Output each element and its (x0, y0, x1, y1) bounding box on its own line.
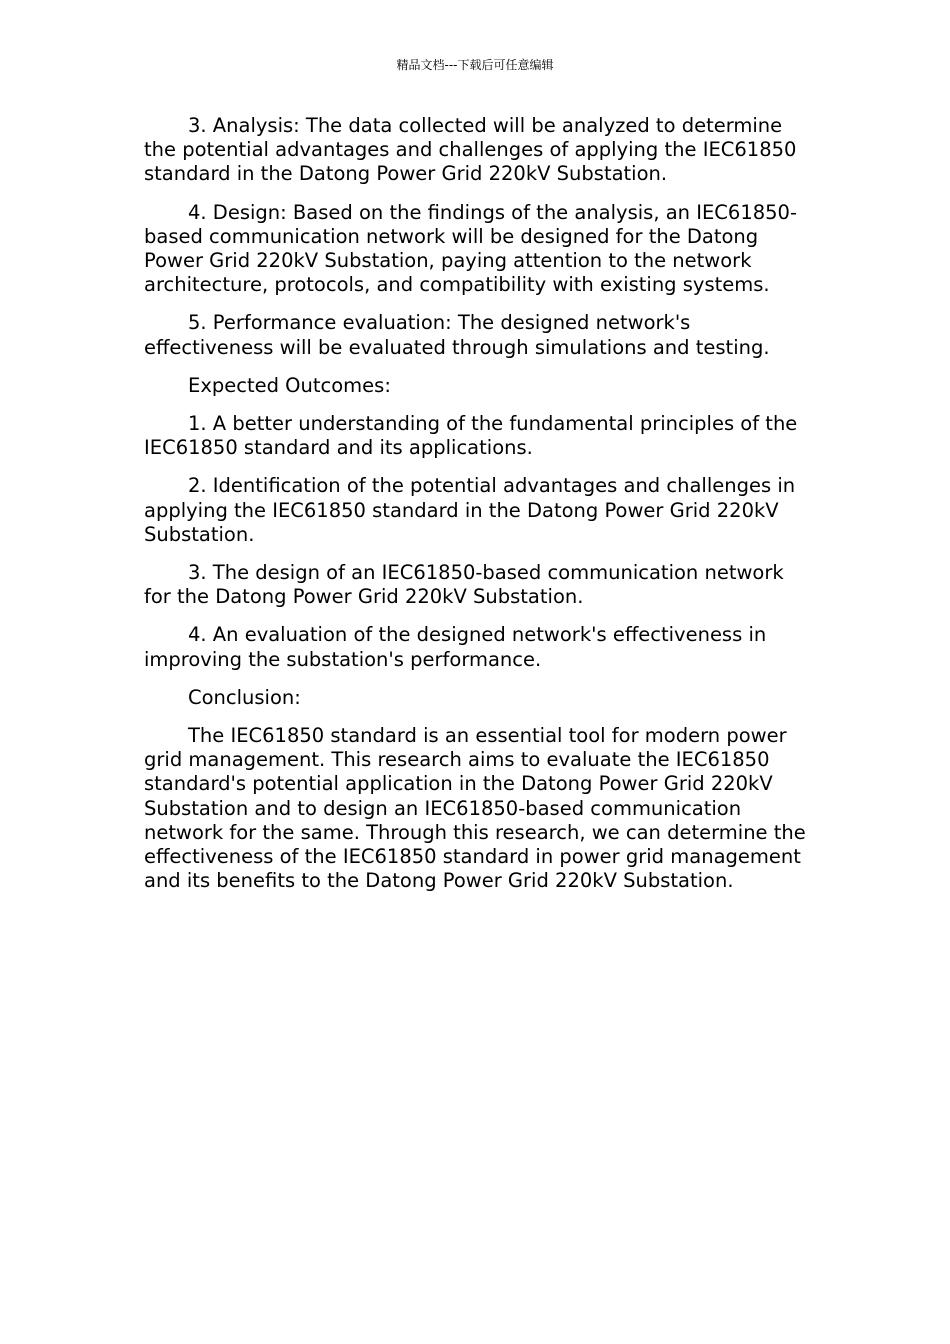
page-header: 精品文档---下载后可任意编辑 (396, 58, 554, 72)
heading-expected-outcomes: Expected Outcomes: (188, 373, 391, 397)
heading-conclusion: Conclusion: (188, 685, 301, 709)
paragraph-conclusion: The IEC61850 standard is an essential tool for modern power grid management. This research aims to evaluate the IEC61850 standard's potential application in the Datong Power Grid 220kV Substation and to design an IEC61850-based communication network for the same. Through this research, we can determine the effectiveness of the IEC61850 standard in power grid management and its benefits to the Datong Power Grid 220kV Substation. (144, 724, 806, 893)
paragraph-performance-evaluation-step: 5. Performance evaluation: The designed network's effectiveness will be evaluated through simulations and testing. (144, 311, 770, 359)
document-body (144, 114, 808, 907)
paragraph-design-step: 4. Design: Based on the findings of the analysis, an IEC61850-based communication network will be designed for the Datong Power Grid 220kV Substation, paying attention to the network architecture, protocols, and compatibility with existing systems. (144, 200, 797, 297)
paragraph-outcome-2: 2. Identification of the potential advantages and challenges in applying the IEC61850 standard in the Datong Power Grid 220kV Substation. (144, 474, 796, 546)
paragraph-analysis-step: 3. Analysis: The data collected will be analyzed to determine the potential advantages and challenges of applying the IEC61850 standard in the Datong Power Grid 220kV Substation. (144, 114, 797, 186)
paragraph-outcome-4: 4. An evaluation of the designed network's effectiveness in improving the substation's performance. (144, 623, 767, 671)
paragraph-outcome-1: 1. A better understanding of the fundamental principles of the IEC61850 standard and its applications. (144, 412, 798, 460)
paragraph-outcome-3: 3. The design of an IEC61850-based communication network for the Datong Power Grid 220kV Substation. (144, 561, 784, 609)
